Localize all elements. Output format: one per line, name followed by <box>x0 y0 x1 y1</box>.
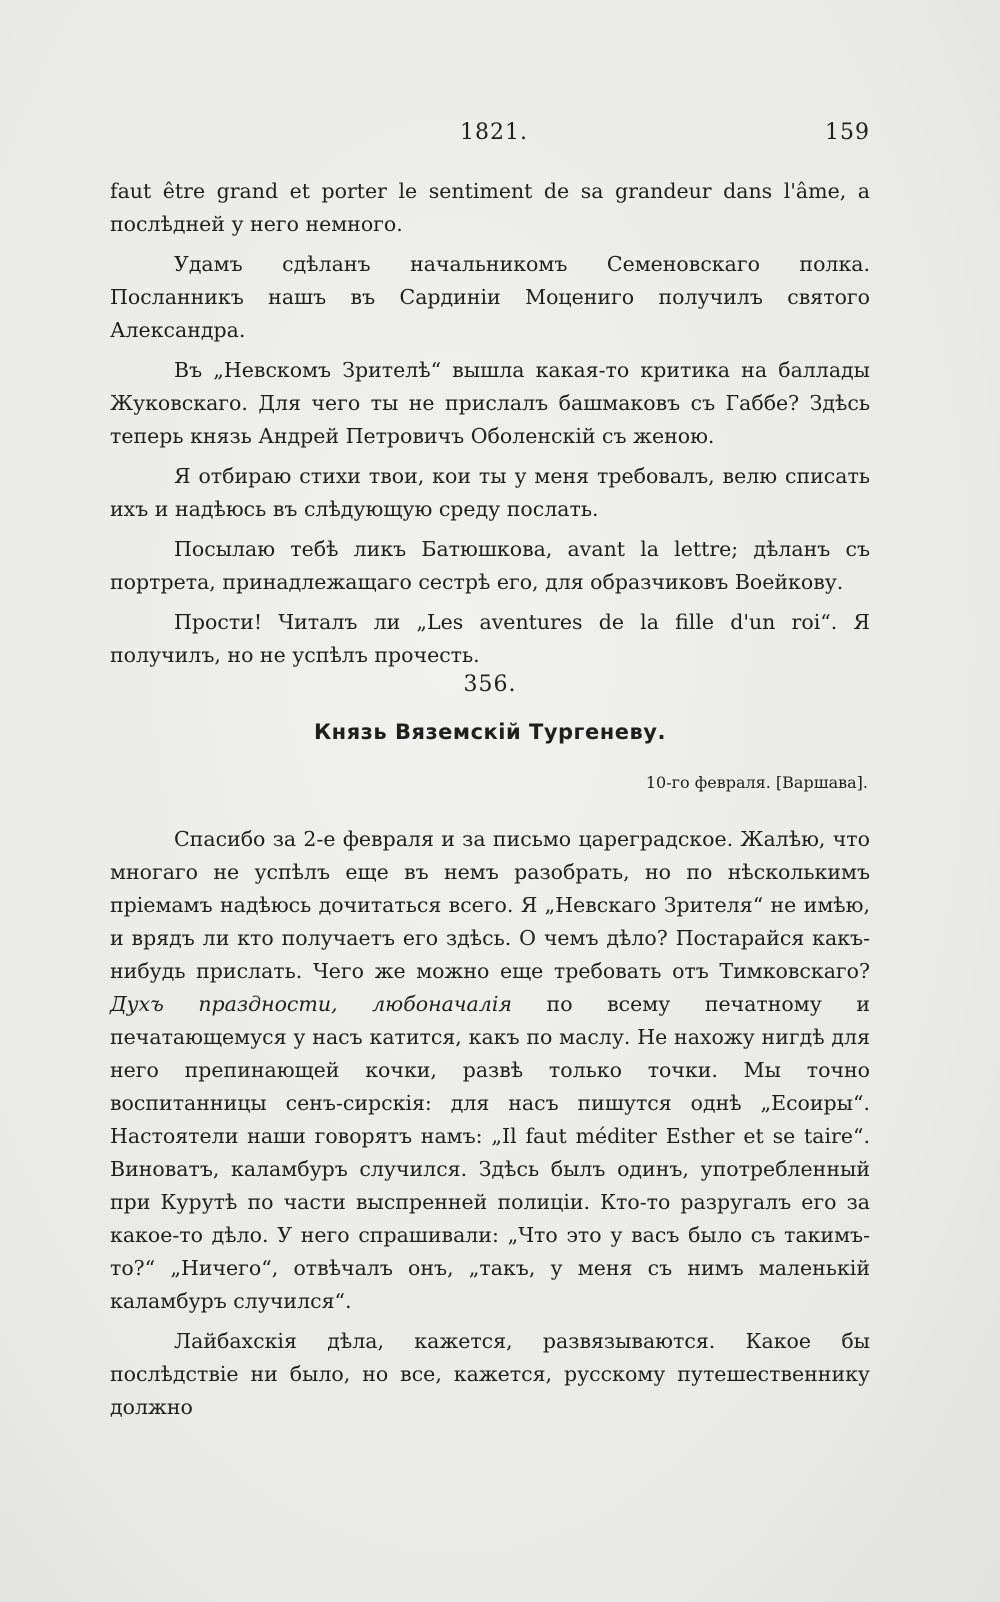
page-number: 159 <box>825 120 870 145</box>
letter-title: Князь Вяземскій Тургеневу. <box>314 720 666 744</box>
paragraph: Я отбираю стихи твои, кои ты у меня требовалъ, велю списать ихъ и надѣюсь въ слѣдующую среду послать. <box>110 464 870 521</box>
paragraph: Въ „Невскомъ Зрителѣ“ вышла какая-то критика на баллады Жуковскаго. Для чего ты не прислалъ башмаковъ съ Габбе? Здѣсь теперь князь Андрей Петровичъ Оболенскій съ женою. <box>110 358 870 448</box>
running-head-year: 1821. <box>460 120 528 145</box>
letter-dateline: 10-го февраля. [Варшава]. <box>645 773 868 792</box>
page-header <box>110 120 870 150</box>
paragraph <box>110 823 870 1318</box>
paragraph: faut être grand et porter le sentiment de sa grandeur dans l'âme, а послѣдней у него немного. <box>110 179 870 236</box>
paragraph: Прости! Читалъ ли „Les aventures de la fille d'un roi“. Я получилъ, но не успѣлъ прочесть. <box>110 610 870 667</box>
previous-letter-ending <box>110 175 870 679</box>
italic-phrase: Духъ праздности, любоначалія <box>110 992 512 1016</box>
paragraph-text: по всему печатному и печатающемуся у насъ катится, какъ по маслу. Не нахожу нигдѣ для него препинающей кочки, развѣ только точки. Мы точно воспитанницы сенъ-сирскія: для насъ пишутся однѣ „Есоиры“. Настоятели наши говорятъ намъ: „Il faut méditer Esther et se taire“. Виноватъ, каламбуръ случился. Здѣсь былъ одинъ, употребленный при Курутѣ по части выспренней полиціи. Кто-то разругалъ его за какое-то дѣло. У него спрашивали: „Что это у васъ было съ такимъ-то?“ „Ничего“, отвѣчалъ онъ, „такъ, у меня съ нимъ маленькій каламбуръ случился“. <box>110 992 870 1313</box>
letter-number: 356. <box>463 672 517 697</box>
paragraph: Посылаю тебѣ ликъ Батюшкова, avant la lettre; дѣланъ съ портрета, принадлежащаго сестрѣ его, для образчиковъ Воейкову. <box>110 537 870 594</box>
paragraph-text: Спасибо за 2-е февраля и за письмо цареградское. Жалѣю, что многаго не успѣлъ еще въ немъ разобрать, но по нѣсколькимъ пріемамъ надѣюсь дочитаться всего. Я „Невскаго Зрителя“ не имѣю, и врядъ ли кто получаетъ его здѣсь. О чемъ дѣло? Постарайся какъ-нибудь прислать. Чего же можно еще требовать отъ Тимковскаго? <box>110 827 870 983</box>
letter-body <box>110 823 870 1431</box>
paragraph: Лайбахскія дѣла, кажется, развязываются. Какое бы послѣдствіе ни было, но все, кажется, русскому путешественнику должно <box>110 1329 870 1419</box>
paragraph: Удамъ сдѣланъ начальникомъ Семеновскаго полка. Посланникъ нашъ въ Сардиніи Моцениго получилъ святого Александра. <box>110 252 870 342</box>
